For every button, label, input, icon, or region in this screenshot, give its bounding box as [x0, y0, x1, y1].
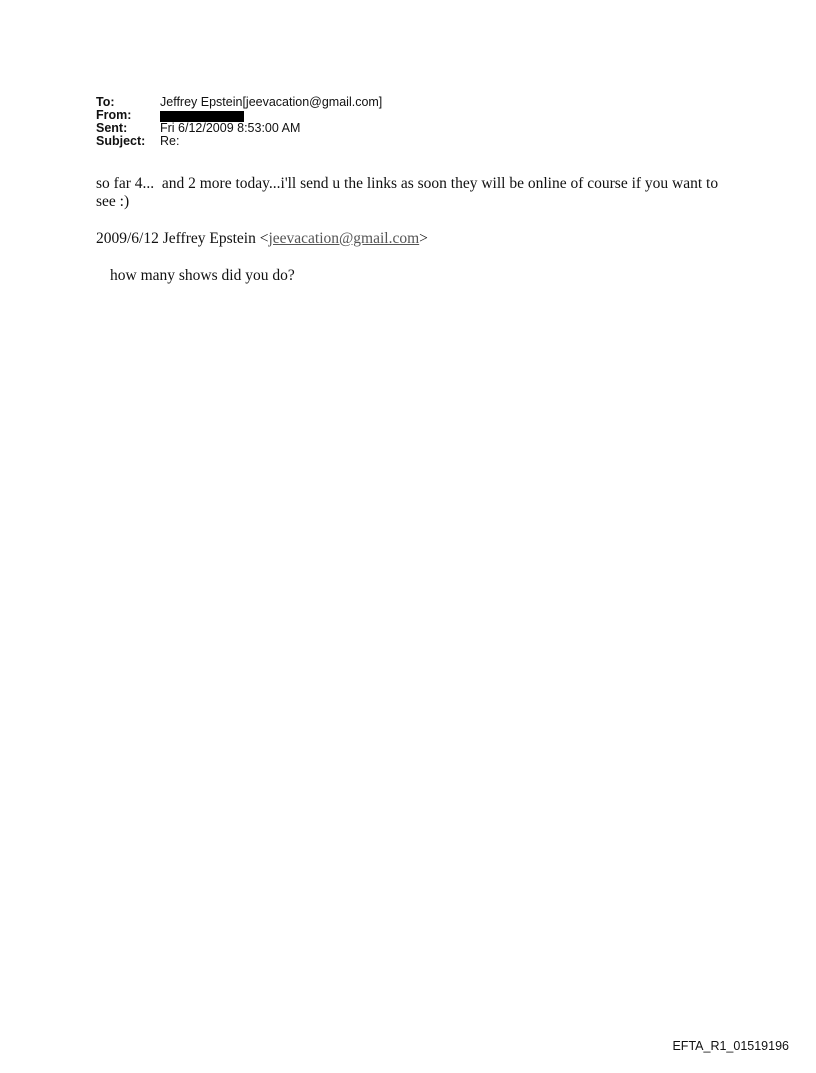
- quoted-message: how many shows did you do?: [110, 267, 295, 284]
- quote-email-link[interactable]: jeevacation@gmail.com: [268, 230, 420, 247]
- redaction-block: [160, 111, 244, 122]
- subject-value: Re:: [160, 134, 180, 148]
- message-body: so far 4... and 2 more today...i'll send u the links as soon they will be online of course if you want to see :): [96, 175, 722, 210]
- subject-row: [96, 135, 382, 148]
- sent-value: Fri 6/12/2009 8:53:00 AM: [160, 121, 301, 135]
- quote-suffix: >: [419, 230, 428, 247]
- sent-label: Sent:: [96, 121, 128, 135]
- email-header: [96, 96, 382, 148]
- to-row: [96, 96, 382, 109]
- to-label: To:: [96, 95, 115, 109]
- quote-header: [96, 230, 736, 248]
- to-value: Jeffrey Epstein[jeevacation@gmail.com]: [160, 95, 383, 109]
- quote-prefix: 2009/6/12 Jeffrey Epstein <: [96, 230, 269, 247]
- subject-label: Subject:: [96, 134, 146, 148]
- document-id: EFTA_R1_01519196: [672, 1039, 789, 1053]
- from-label: From:: [96, 108, 132, 122]
